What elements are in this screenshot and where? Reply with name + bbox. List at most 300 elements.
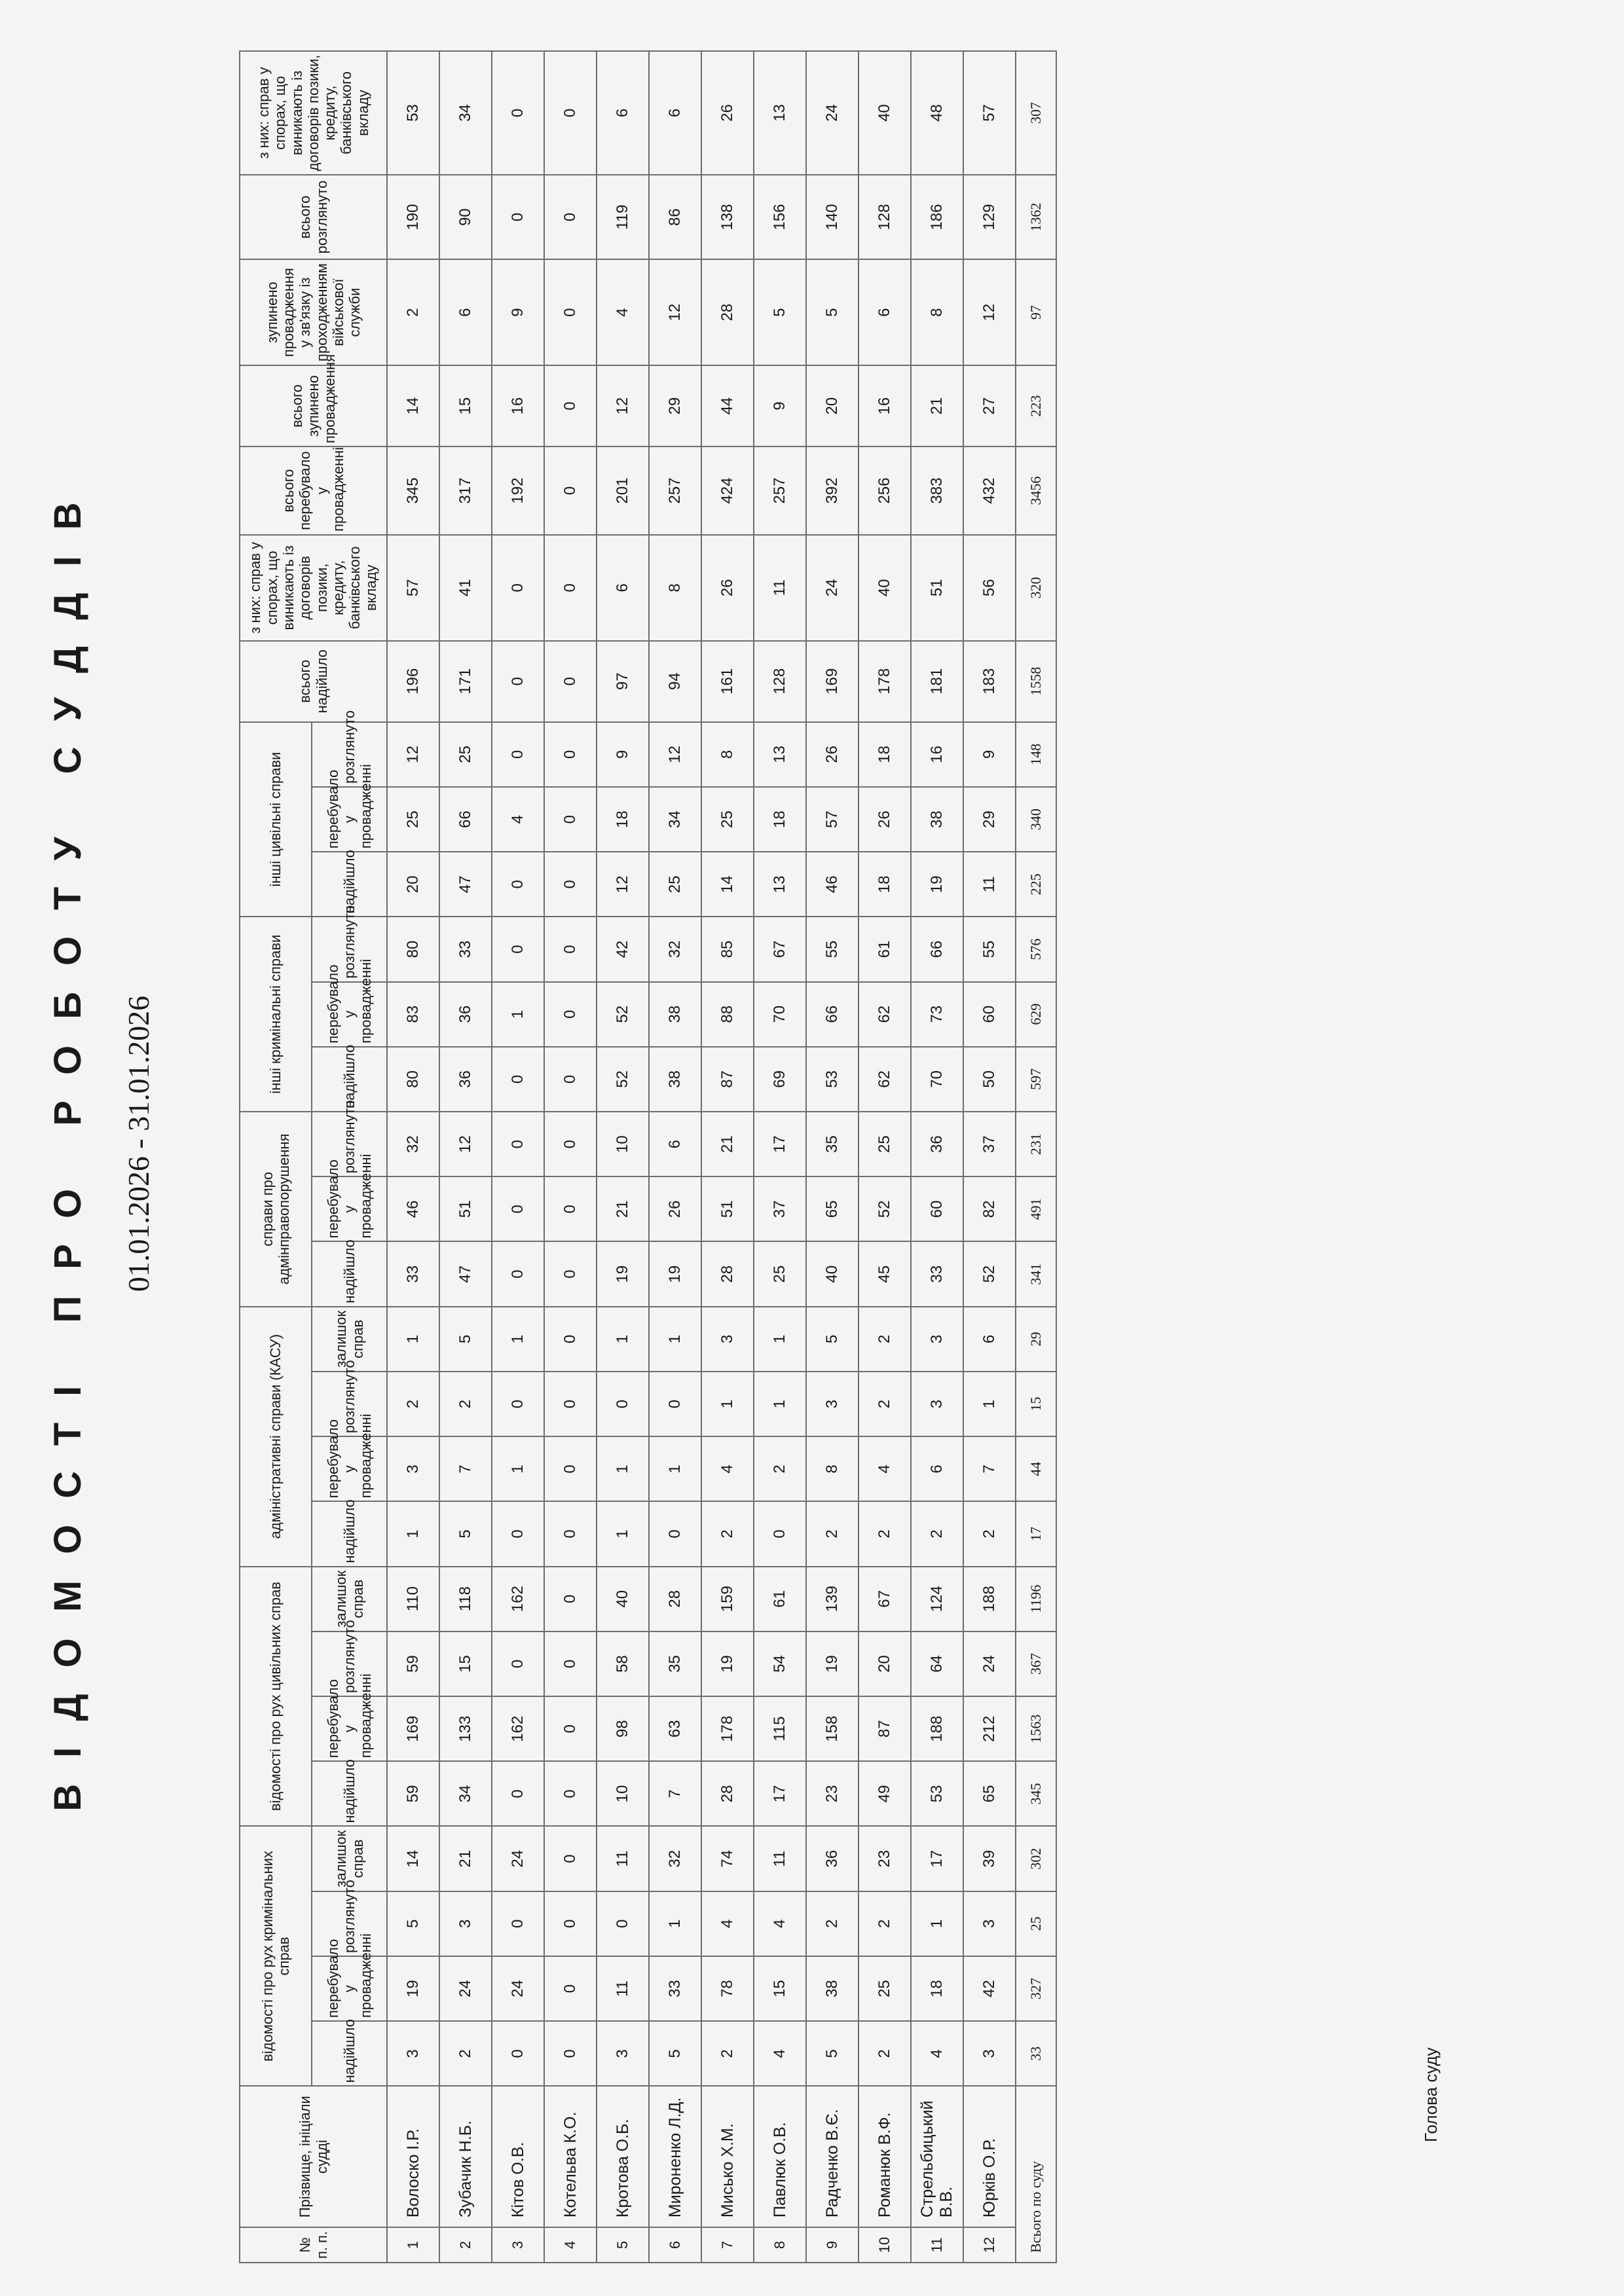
data-cell: 53 — [387, 51, 439, 175]
total-cell: 3456 — [1016, 446, 1056, 535]
data-cell: 18 — [754, 787, 806, 852]
data-cell: 63 — [649, 1696, 701, 1761]
data-cell: 1 — [754, 1372, 806, 1436]
data-cell: 32 — [649, 917, 701, 981]
data-cell: 0 — [492, 1891, 544, 1956]
data-cell: 11 — [597, 1826, 649, 1891]
data-cell: 61 — [858, 917, 911, 981]
data-cell: 115 — [754, 1696, 806, 1761]
data-cell: 12 — [649, 259, 701, 365]
data-cell: 26 — [858, 787, 911, 852]
data-cell: 40 — [858, 51, 911, 175]
data-cell: 188 — [911, 1696, 963, 1761]
data-cell: 19 — [806, 1631, 858, 1696]
total-cell: 1558 — [1016, 641, 1056, 722]
data-cell: 6 — [858, 259, 911, 365]
data-cell: 27 — [963, 365, 1016, 446]
data-cell: 6 — [597, 535, 649, 641]
data-cell: 212 — [963, 1696, 1016, 1761]
data-cell: 23 — [858, 1826, 911, 1891]
data-cell: 38 — [649, 1047, 701, 1112]
data-cell: 18 — [911, 1956, 963, 2021]
data-cell: 3 — [387, 1436, 439, 1501]
subheader-left: залишок справ — [312, 1567, 387, 1631]
data-cell: 29 — [649, 365, 701, 446]
data-cell: 34 — [439, 1761, 492, 1826]
data-cell: 6 — [911, 1436, 963, 1501]
data-cell: 24 — [806, 51, 858, 175]
data-cell: 33 — [911, 1241, 963, 1306]
data-cell: 1 — [701, 1372, 754, 1436]
data-cell: 171 — [439, 641, 492, 722]
data-cell: 2 — [701, 1501, 754, 1566]
data-cell: 94 — [649, 641, 701, 722]
data-cell: 3 — [911, 1372, 963, 1436]
subheader-reviewed: розглянуто — [312, 1891, 387, 1956]
subheader-found: надійшло — [312, 852, 387, 917]
row-number: 12 — [963, 2227, 1016, 2263]
data-cell: 13 — [754, 51, 806, 175]
data-cell: 39 — [963, 1826, 1016, 1891]
data-cell: 24 — [439, 1956, 492, 2021]
header-othercivil: інші цивільні справи — [240, 722, 312, 917]
judge-name: Романюк В.Ф. — [858, 2086, 911, 2227]
data-cell: 25 — [858, 1956, 911, 2021]
data-cell: 0 — [597, 1891, 649, 1956]
data-cell: 21 — [701, 1112, 754, 1176]
data-cell: 21 — [597, 1176, 649, 1241]
data-cell: 0 — [492, 2021, 544, 2086]
data-cell: 2 — [858, 1891, 911, 1956]
data-cell: 0 — [492, 1176, 544, 1241]
data-cell: 7 — [439, 1436, 492, 1501]
data-cell: 40 — [858, 535, 911, 641]
total-cell: 231 — [1016, 1112, 1056, 1176]
data-cell: 57 — [387, 535, 439, 641]
data-cell: 67 — [858, 1567, 911, 1631]
data-cell: 133 — [439, 1696, 492, 1761]
data-cell: 4 — [858, 1436, 911, 1501]
header-num: № п. п. — [240, 2227, 387, 2263]
data-cell: 42 — [963, 1956, 1016, 2021]
data-cell: 432 — [963, 446, 1016, 535]
data-cell: 16 — [911, 722, 963, 787]
data-cell: 36 — [911, 1112, 963, 1176]
data-cell: 12 — [597, 852, 649, 917]
header-name: Прізвище, ініціали судді — [240, 2086, 387, 2227]
data-cell: 158 — [806, 1696, 858, 1761]
data-cell: 159 — [701, 1567, 754, 1631]
subheader-inprod: перебувало у провадженні — [312, 787, 387, 852]
data-cell: 1 — [387, 1307, 439, 1372]
data-cell: 25 — [701, 787, 754, 852]
data-cell: 57 — [806, 787, 858, 852]
data-cell: 87 — [858, 1696, 911, 1761]
footer-signature-label: Голова суду — [1421, 2047, 1441, 2142]
data-cell: 0 — [649, 1501, 701, 1566]
data-cell: 0 — [544, 51, 597, 175]
data-cell: 11 — [754, 535, 806, 641]
data-cell: 54 — [754, 1631, 806, 1696]
data-cell: 26 — [649, 1176, 701, 1241]
data-cell: 0 — [597, 1372, 649, 1436]
data-cell: 62 — [858, 982, 911, 1047]
header-loans-found: з них: справ у спорах, що виникають із договорів позики, кредиту, банківського вкладу — [240, 535, 387, 641]
judge-name: Радченко В.Є. — [806, 2086, 858, 2227]
data-cell: 1 — [597, 1501, 649, 1566]
data-cell: 18 — [858, 852, 911, 917]
data-cell: 118 — [439, 1567, 492, 1631]
table-row — [858, 51, 911, 2263]
data-cell: 38 — [649, 982, 701, 1047]
data-cell: 62 — [858, 1047, 911, 1112]
data-cell: 178 — [701, 1696, 754, 1761]
subheader-found: надійшло — [312, 1501, 387, 1566]
data-cell: 55 — [806, 917, 858, 981]
data-cell: 59 — [387, 1761, 439, 1826]
data-cell: 20 — [806, 365, 858, 446]
data-cell: 256 — [858, 446, 911, 535]
data-cell: 15 — [754, 1956, 806, 2021]
data-cell: 5 — [387, 1891, 439, 1956]
data-cell: 24 — [806, 535, 858, 641]
data-cell: 26 — [701, 535, 754, 641]
data-cell: 3 — [439, 1891, 492, 1956]
subheader-found: надійшло — [312, 2021, 387, 2086]
total-cell: 1196 — [1016, 1567, 1056, 1631]
subheader-inprod: перебувало у провадженні — [312, 1956, 387, 2021]
data-cell: 18 — [597, 787, 649, 852]
total-cell: 340 — [1016, 787, 1056, 852]
data-cell: 2 — [439, 1372, 492, 1436]
data-cell: 128 — [858, 175, 911, 259]
data-cell: 34 — [439, 51, 492, 175]
total-cell: 148 — [1016, 722, 1056, 787]
total-cell: 44 — [1016, 1436, 1056, 1501]
total-cell: 97 — [1016, 259, 1056, 365]
data-cell: 20 — [858, 1631, 911, 1696]
judge-name: Юрків О.Р. — [963, 2086, 1016, 2227]
data-cell: 5 — [649, 2021, 701, 2086]
subheader-inprod: перебувало у провадженні — [312, 982, 387, 1047]
total-cell: 307 — [1016, 51, 1056, 175]
data-cell: 53 — [911, 1761, 963, 1826]
data-cell: 29 — [963, 787, 1016, 852]
subheader-found: надійшло — [312, 1761, 387, 1826]
data-cell: 2 — [911, 1501, 963, 1566]
data-cell: 0 — [492, 535, 544, 641]
data-cell: 46 — [806, 852, 858, 917]
data-cell: 12 — [963, 259, 1016, 365]
data-cell: 392 — [806, 446, 858, 535]
judge-name: Кітов О.В. — [492, 2086, 544, 2227]
header-adminoff: справи про адмінправопорушення — [240, 1112, 312, 1307]
data-cell: 28 — [649, 1567, 701, 1631]
data-cell: 48 — [911, 51, 963, 175]
data-cell: 0 — [544, 787, 597, 852]
data-cell: 1 — [911, 1891, 963, 1956]
data-cell: 11 — [597, 1956, 649, 2021]
data-cell: 317 — [439, 446, 492, 535]
table-row — [911, 51, 963, 2263]
total-cell: 225 — [1016, 852, 1056, 917]
total-cell: 15 — [1016, 1372, 1056, 1436]
data-cell: 19 — [649, 1241, 701, 1306]
header-total-suspended: всього зупинено провадження — [240, 365, 387, 446]
data-cell: 82 — [963, 1176, 1016, 1241]
data-cell: 40 — [806, 1241, 858, 1306]
data-cell: 24 — [492, 1956, 544, 2021]
data-cell: 23 — [806, 1761, 858, 1826]
data-cell: 138 — [701, 175, 754, 259]
data-cell: 5 — [806, 1307, 858, 1372]
data-cell: 21 — [439, 1826, 492, 1891]
data-cell: 6 — [439, 259, 492, 365]
data-cell: 119 — [597, 175, 649, 259]
data-cell: 2 — [387, 259, 439, 365]
data-cell: 74 — [701, 1826, 754, 1891]
data-cell: 65 — [963, 1761, 1016, 1826]
data-cell: 12 — [597, 365, 649, 446]
data-cell: 61 — [754, 1567, 806, 1631]
total-cell: 1563 — [1016, 1696, 1056, 1761]
subheader-reviewed: розглянуто — [312, 1112, 387, 1176]
report-period: 01.01.2026 - 31.01.2026 — [122, 995, 155, 1292]
data-cell: 25 — [858, 1112, 911, 1176]
data-cell: 2 — [754, 1436, 806, 1501]
data-cell: 86 — [649, 175, 701, 259]
header-loans-reviewed: з них: справ у спорах, що виникають із договорів позики, кредиту, банківського вкладу — [240, 51, 387, 175]
data-cell: 21 — [911, 365, 963, 446]
data-cell: 186 — [911, 175, 963, 259]
row-number: 10 — [858, 2227, 911, 2263]
data-cell: 19 — [701, 1631, 754, 1696]
data-cell: 110 — [387, 1567, 439, 1631]
data-cell: 47 — [439, 852, 492, 917]
table-row — [754, 51, 806, 2263]
data-cell: 32 — [649, 1826, 701, 1891]
data-cell: 257 — [754, 446, 806, 535]
data-cell: 0 — [544, 535, 597, 641]
data-cell: 0 — [544, 175, 597, 259]
data-cell: 0 — [544, 917, 597, 981]
table-row — [387, 51, 439, 2263]
data-cell: 201 — [597, 446, 649, 535]
total-cell: 341 — [1016, 1241, 1056, 1306]
data-cell: 65 — [806, 1176, 858, 1241]
data-cell: 140 — [806, 175, 858, 259]
data-cell: 1 — [963, 1372, 1016, 1436]
data-cell: 90 — [439, 175, 492, 259]
judge-name: Кротова О.Б. — [597, 2086, 649, 2227]
data-cell: 36 — [439, 982, 492, 1047]
data-cell: 11 — [754, 1826, 806, 1891]
total-cell: 629 — [1016, 982, 1056, 1047]
data-cell: 87 — [701, 1047, 754, 1112]
data-cell: 46 — [387, 1176, 439, 1241]
data-cell: 0 — [544, 446, 597, 535]
header-othercrim: інші кримінальні справи — [240, 917, 312, 1112]
header-crim-move: відомості про рух кримінальних справ — [240, 1826, 312, 2086]
data-cell: 1 — [649, 1891, 701, 1956]
data-cell: 178 — [858, 641, 911, 722]
row-number: 5 — [597, 2227, 649, 2263]
data-cell: 1 — [754, 1307, 806, 1372]
data-cell: 9 — [597, 722, 649, 787]
data-cell: 2 — [806, 1501, 858, 1566]
table-row — [963, 51, 1016, 2263]
data-cell: 0 — [544, 2021, 597, 2086]
subheader-reviewed: розглянуто — [312, 1372, 387, 1436]
data-cell: 139 — [806, 1567, 858, 1631]
data-cell: 4 — [701, 1436, 754, 1501]
data-cell: 12 — [649, 722, 701, 787]
data-cell: 3 — [963, 1891, 1016, 1956]
data-cell: 2 — [963, 1501, 1016, 1566]
judge-name: Котельва К.О. — [544, 2086, 597, 2227]
data-cell: 69 — [754, 1047, 806, 1112]
data-cell: 24 — [963, 1631, 1016, 1696]
data-cell: 0 — [544, 1956, 597, 2021]
total-cell: 491 — [1016, 1176, 1056, 1241]
data-cell: 0 — [544, 1501, 597, 1566]
data-cell: 17 — [754, 1112, 806, 1176]
data-cell: 70 — [911, 1047, 963, 1112]
judge-name: Мисько Х.М. — [701, 2086, 754, 2227]
data-cell: 18 — [858, 722, 911, 787]
data-cell: 8 — [701, 722, 754, 787]
data-cell: 73 — [911, 982, 963, 1047]
table-row — [439, 51, 492, 2263]
data-cell: 0 — [492, 51, 544, 175]
data-cell: 0 — [544, 1436, 597, 1501]
data-cell: 3 — [597, 2021, 649, 2086]
data-cell: 1 — [649, 1436, 701, 1501]
data-cell: 11 — [963, 852, 1016, 917]
data-cell: 50 — [963, 1047, 1016, 1112]
data-cell: 15 — [439, 365, 492, 446]
data-cell: 14 — [387, 1826, 439, 1891]
data-cell: 55 — [963, 917, 1016, 981]
data-cell: 58 — [597, 1631, 649, 1696]
data-cell: 36 — [439, 1047, 492, 1112]
header-admin: адміністративні справи (КАСУ) — [240, 1307, 312, 1567]
data-cell: 5 — [439, 1501, 492, 1566]
data-cell: 37 — [754, 1176, 806, 1241]
subheader-found: надійшло — [312, 1241, 387, 1306]
data-cell: 8 — [649, 535, 701, 641]
total-cell: 29 — [1016, 1307, 1056, 1372]
data-cell: 0 — [492, 917, 544, 981]
row-number: 6 — [649, 2227, 701, 2263]
total-cell: 320 — [1016, 535, 1056, 641]
row-number: 7 — [701, 2227, 754, 2263]
data-cell: 80 — [387, 917, 439, 981]
total-row — [1016, 51, 1056, 2263]
data-cell: 13 — [754, 722, 806, 787]
total-cell: 345 — [1016, 1761, 1056, 1826]
subheader-left: залишок справ — [312, 1307, 387, 1372]
data-cell: 0 — [544, 259, 597, 365]
data-cell: 2 — [387, 1372, 439, 1436]
subheader-found: надійшло — [312, 1047, 387, 1112]
data-cell: 183 — [963, 641, 1016, 722]
table-row — [649, 51, 701, 2263]
data-cell: 53 — [806, 1047, 858, 1112]
header-row-groups — [240, 51, 312, 2263]
data-cell: 0 — [492, 722, 544, 787]
data-cell: 42 — [597, 917, 649, 981]
data-cell: 64 — [911, 1631, 963, 1696]
data-cell: 9 — [492, 259, 544, 365]
data-cell: 1 — [597, 1307, 649, 1372]
data-cell: 26 — [701, 51, 754, 175]
header-total-inprod: всього перебувало у провадженні — [240, 446, 387, 535]
data-cell: 2 — [858, 1501, 911, 1566]
page-title: ВІДОМОСТІ ПРО РОБОТУ СУДДІВ — [46, 476, 89, 1812]
data-cell: 60 — [963, 982, 1016, 1047]
data-cell: 169 — [806, 641, 858, 722]
data-cell: 16 — [492, 365, 544, 446]
subheader-inprod: перебувало у провадженні — [312, 1696, 387, 1761]
data-cell: 1 — [597, 1436, 649, 1501]
data-cell: 2 — [701, 2021, 754, 2086]
data-cell: 424 — [701, 446, 754, 535]
data-cell: 5 — [754, 259, 806, 365]
data-cell: 33 — [439, 917, 492, 981]
data-cell: 5 — [806, 259, 858, 365]
data-cell: 12 — [387, 722, 439, 787]
subheader-reviewed: розглянуто — [312, 1631, 387, 1696]
data-cell: 0 — [492, 1631, 544, 1696]
subheader-reviewed: розглянуто — [312, 917, 387, 981]
data-cell: 124 — [911, 1567, 963, 1631]
data-cell: 257 — [649, 446, 701, 535]
table-row — [701, 51, 754, 2263]
total-cell: 576 — [1016, 917, 1056, 981]
judges-table — [239, 50, 1057, 2263]
data-cell: 1 — [492, 1436, 544, 1501]
data-cell: 5 — [439, 1307, 492, 1372]
data-cell: 0 — [544, 365, 597, 446]
total-cell: 1362 — [1016, 175, 1056, 259]
data-cell: 8 — [806, 1436, 858, 1501]
data-cell: 0 — [492, 1112, 544, 1176]
data-cell: 15 — [439, 1631, 492, 1696]
data-cell: 0 — [492, 852, 544, 917]
data-cell: 57 — [963, 51, 1016, 175]
data-cell: 4 — [597, 259, 649, 365]
data-cell: 1 — [492, 982, 544, 1047]
data-cell: 0 — [544, 722, 597, 787]
total-cell: 25 — [1016, 1891, 1056, 1956]
data-cell: 6 — [597, 51, 649, 175]
judge-name: Зубачик Н.Б. — [439, 2086, 492, 2227]
data-cell: 52 — [597, 1047, 649, 1112]
data-cell: 17 — [911, 1826, 963, 1891]
total-cell: 223 — [1016, 365, 1056, 446]
data-cell: 40 — [597, 1567, 649, 1631]
data-cell: 25 — [649, 852, 701, 917]
data-cell: 56 — [963, 535, 1016, 641]
row-number: 9 — [806, 2227, 858, 2263]
table-row — [597, 51, 649, 2263]
data-cell: 0 — [492, 1761, 544, 1826]
data-cell: 25 — [754, 1241, 806, 1306]
data-cell: 0 — [544, 1761, 597, 1826]
data-cell: 0 — [544, 1047, 597, 1112]
table-body — [387, 51, 1056, 2263]
